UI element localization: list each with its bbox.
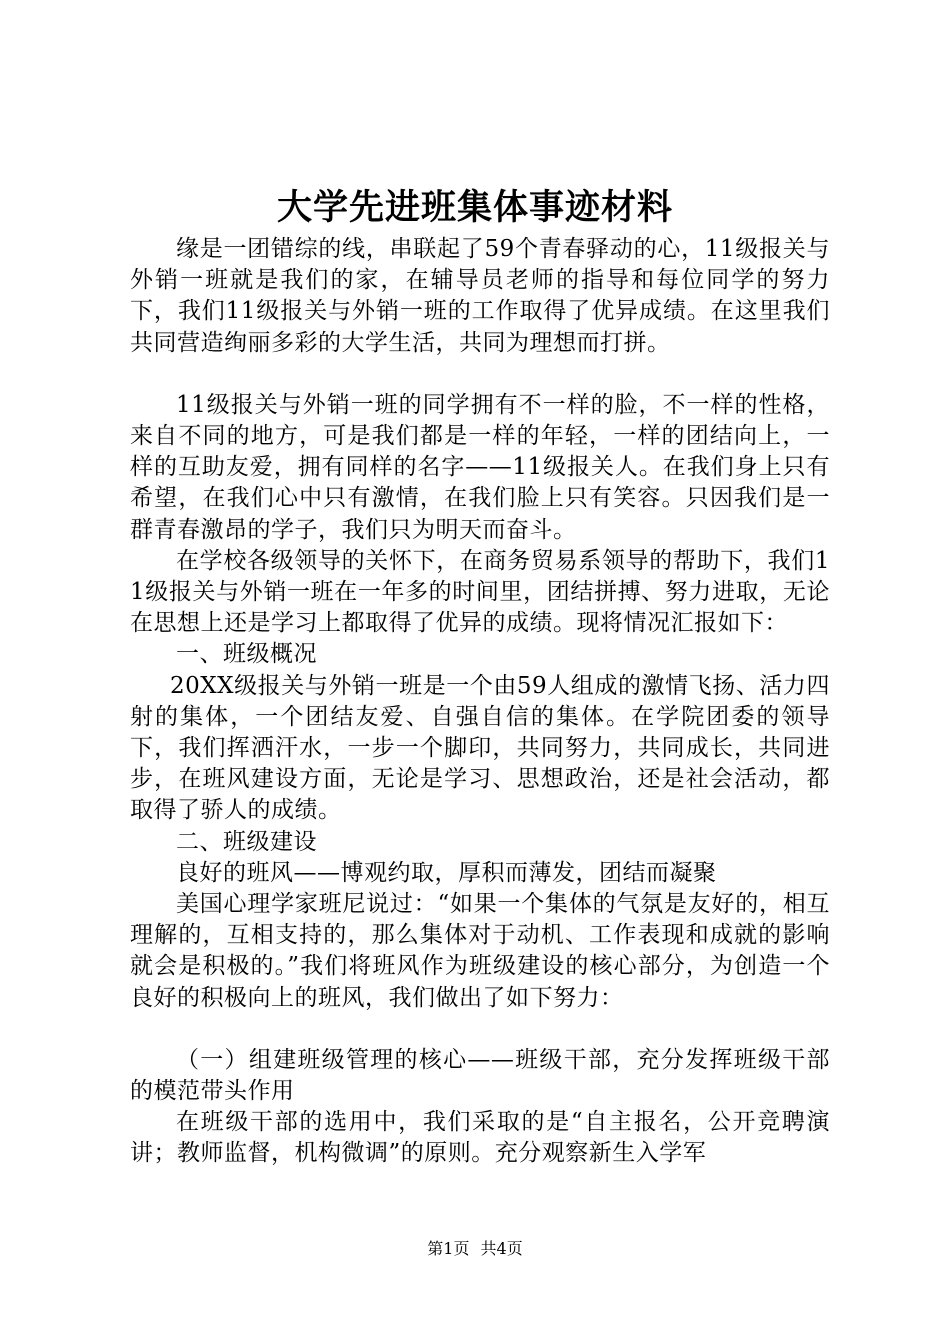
page-number-current: 第1页 (427, 1239, 470, 1258)
paragraph-overview: 20XX级报关与外销一班是一个由59人组成的激情飞扬、活力四射的集体，一个团结友爱、自强自信的集体。在学院团委的领导下，我们挥洒汗水，一步一个脚印，共同努力，共同成长，共同进步，在班风建设方面，无论是学习、思想政治，还是社会活动，都取得了骄人的成绩。 (130, 672, 830, 824)
paragraph-cadre-selection: 在班级干部的选用中，我们采取的是“自主报名，公开竞聘演讲；教师监督，机构微调”的原则。充分观察新生入学军 (130, 1109, 830, 1167)
subheading-cadres: （一）组建班级管理的核心——班级干部，充分发挥班级干部的模范带头作用 (130, 1046, 830, 1105)
page-number-total: 共4页 (480, 1239, 523, 1258)
section-heading-construction: 二、班级建设 (176, 828, 317, 855)
paragraph-report-intro: 在学校各级领导的关怀下，在商务贸易系领导的帮助下，我们11级报关与外销一班在一年多的时间里，团结拼搏、努力进取，无论在思想上还是学习上都取得了优异的成绩。现将情况汇报如下： (130, 547, 830, 637)
page-footer (0, 1239, 950, 1259)
document-body (130, 234, 830, 1170)
section-heading-overview: 一、班级概况 (176, 641, 317, 668)
subheading-class-style: 良好的班风——博观约取，厚积而薄发，团结而凝聚 (176, 859, 717, 886)
document-title: 大学先进班集体事迹材料 (276, 187, 673, 228)
paragraph-quote: 美国心理学家班尼说过：“如果一个集体的气氛是友好的，相互理解的，互相支持的，那么集体对于动机、工作表现和成就的影响就会是积极的。”我们将班风作为班级建设的核心部分，为创造一个良好的积极向上的班风，我们做出了如下努力： (130, 891, 830, 1011)
paragraph-class-identity: 11级报关与外销一班的同学拥有不一样的脸，不一样的性格，来自不同的地方，可是我们都是一样的年轻，一样的团结向上，一样的互助友爱，拥有同样的名字——11级报关人。在我们身上只有希望，在我们心中只有激情，在我们脸上只有笑容。只因我们是一群青春激昂的学子，我们只为明天而奋斗。 (130, 391, 830, 543)
paragraph-intro: 缘是一团错综的线，串联起了59个青春驿动的心，11级报关与外销一班就是我们的家，在辅导员老师的指导和每位同学的努力下，我们11级报关与外销一班的工作取得了优异成绩。在这里我们共同营造绚丽多彩的大学生活，共同为理想而打拼。 (130, 236, 830, 356)
